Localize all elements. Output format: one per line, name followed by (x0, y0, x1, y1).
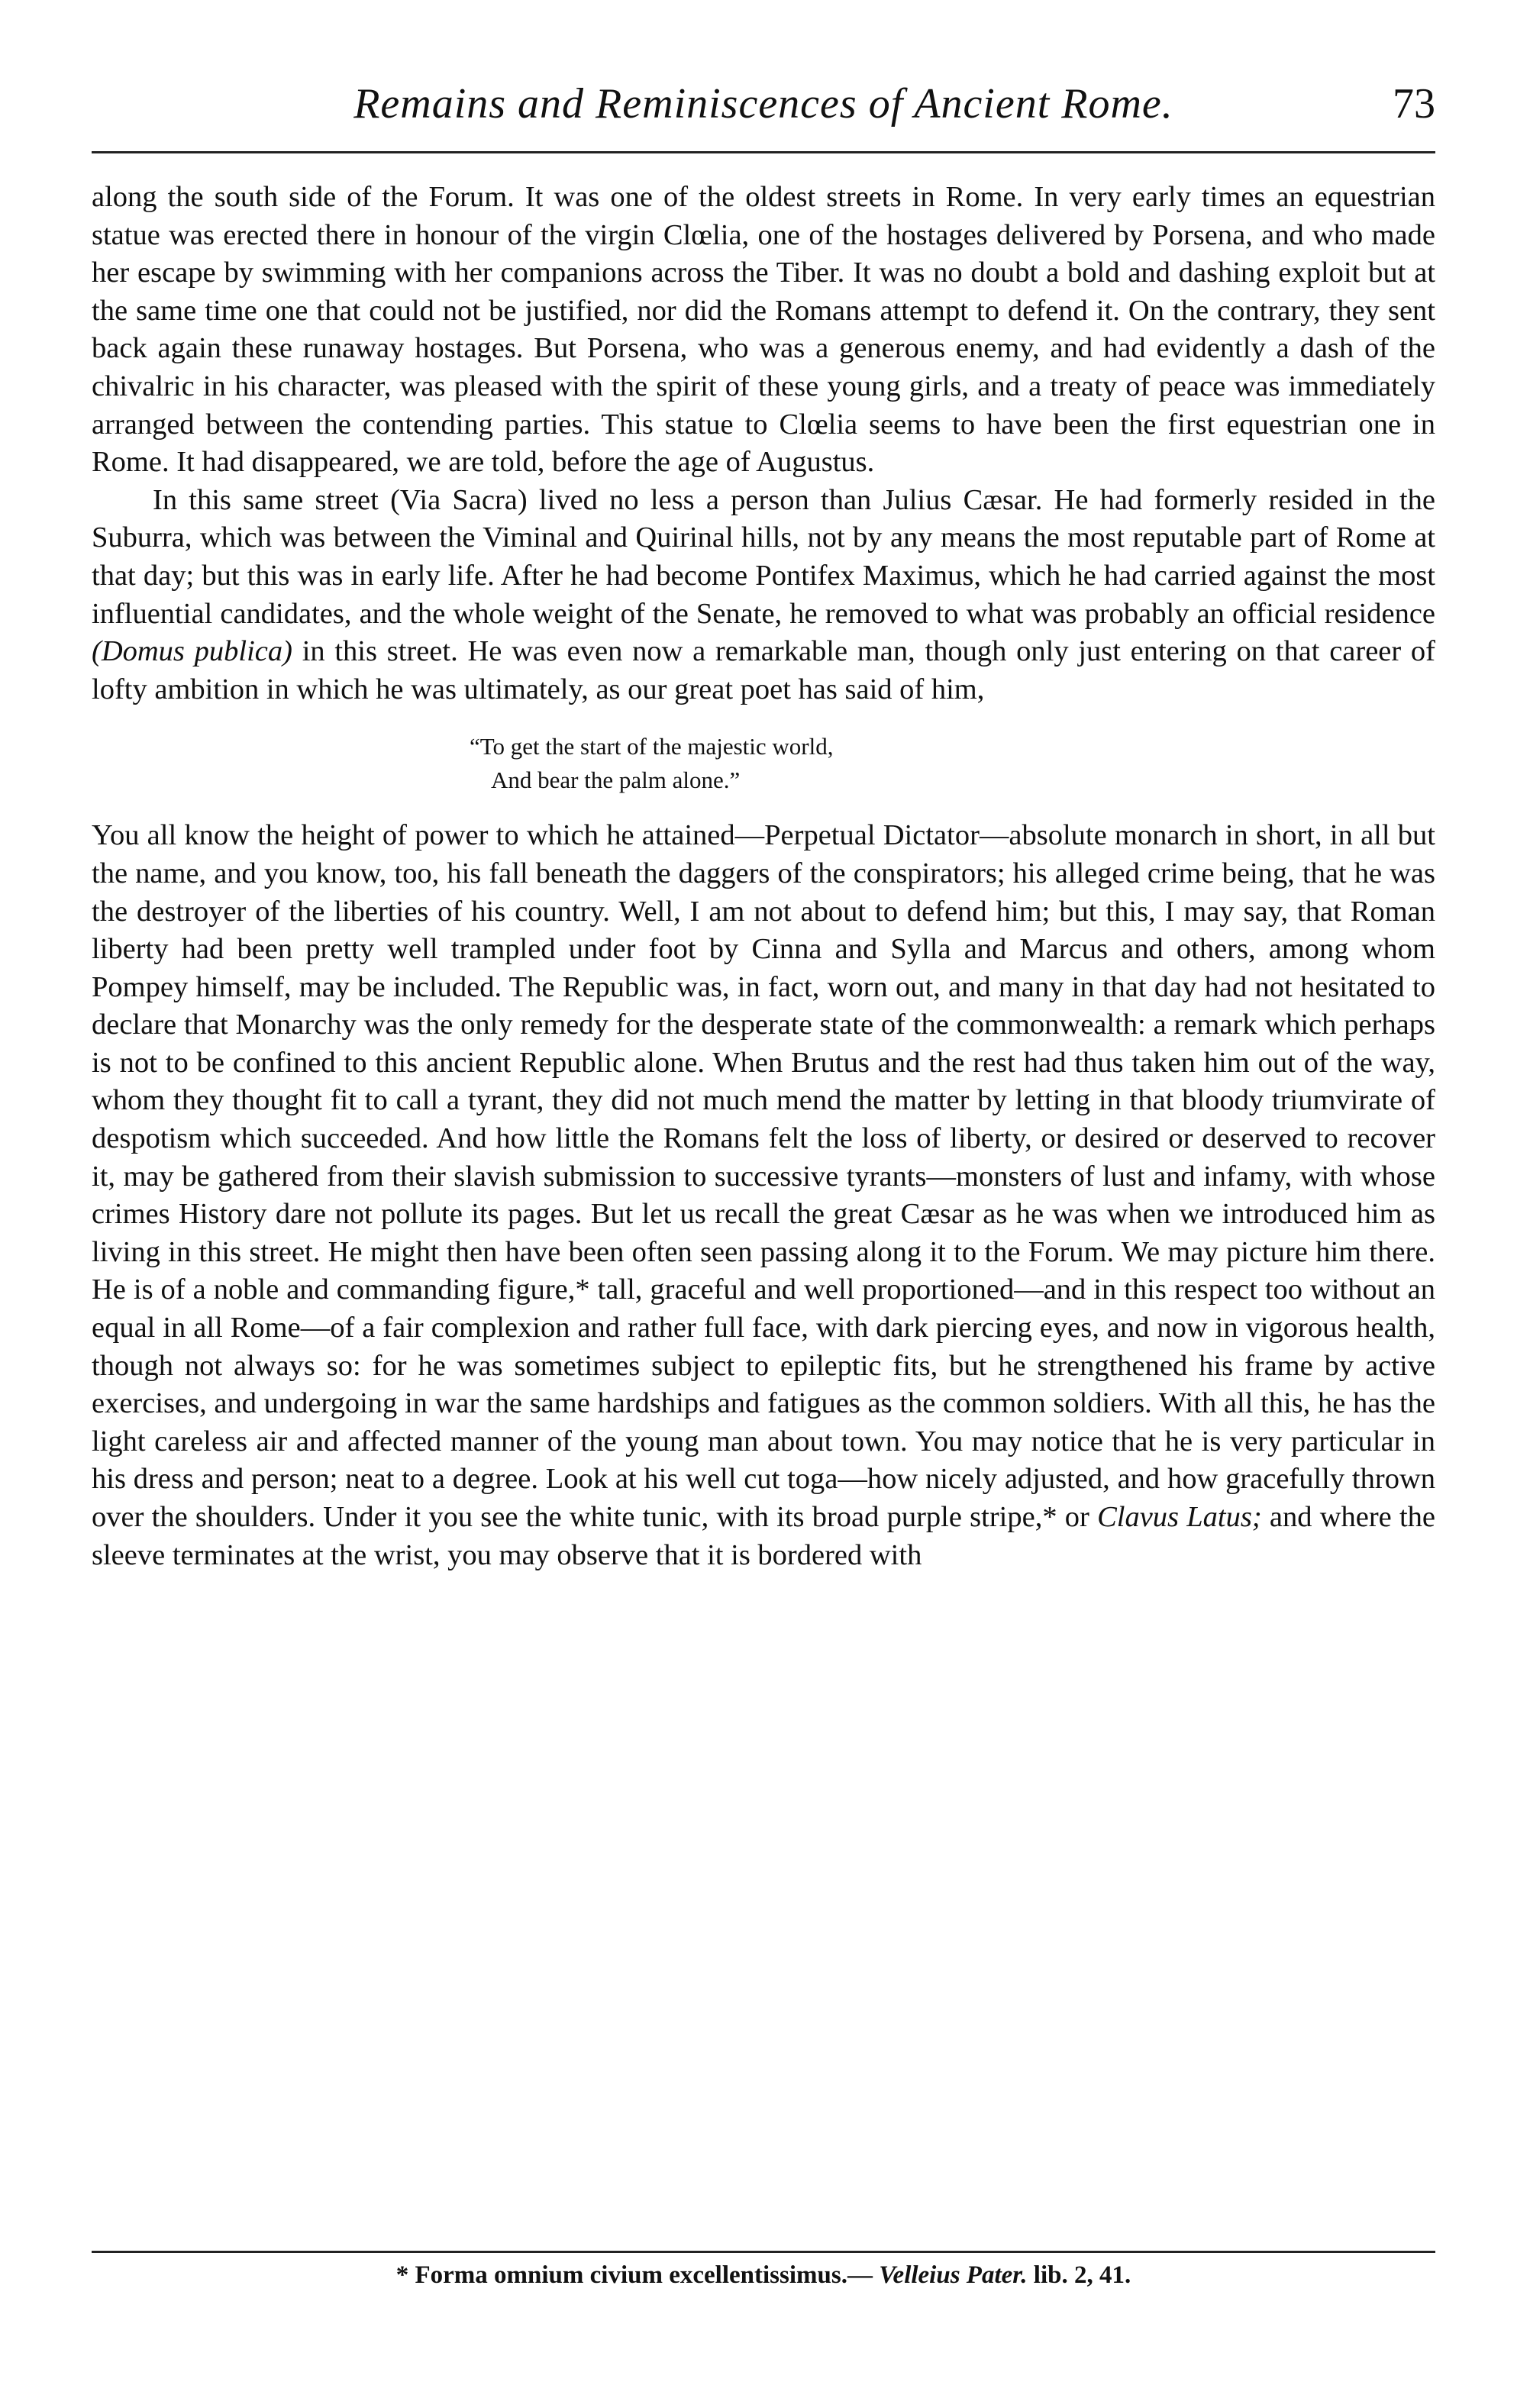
verse-line-1: “To get the start of the majestic world, (470, 733, 834, 760)
footnote-text: * Forma omnium civium excellentissimus.— (395, 2261, 873, 2289)
paragraph-3-text-b: and where the sleeve terminates at the wrist, you may observe that it is bordered with (92, 1501, 1435, 1571)
body-text (92, 179, 1435, 1574)
paragraph-2 (92, 482, 1435, 709)
verse-quote (92, 730, 1435, 797)
latin-term-clavus-latus: Clavus Latus; (1097, 1501, 1262, 1533)
page-header (92, 79, 1435, 148)
header-rule (92, 151, 1435, 153)
footnote (92, 2261, 1435, 2290)
paragraph-3 (92, 817, 1435, 1574)
running-title: Remains and Reminiscences of Ancient Rome. (353, 80, 1173, 128)
paragraph-1: along the south side of the Forum. It was one of the oldest streets in Rome. In very early times an equestrian statue was erected there in honour of the virgin Clœlia, one of the hostages delivered by Porsena, and who made her escape by swimming with her companions across the Tiber. It was no doubt a bold and dashing exploit but at the same time one that could not be justified, nor did the Romans attempt to defend it. On the contrary, they sent back again these runaway hostages. But Porsena, who was a generous enemy, and had evidently a dash of the chivalric in his character, was pleased with the spirit of these young girls, and a treaty of peace was immediately arranged between the contending parties. This statue to Clœlia seems to have been the first equestrian one in Rome. It had disappeared, we are told, before the age of Augustus. (92, 181, 1435, 479)
page-number: 73 (1393, 80, 1435, 128)
footnote-source: Velleius Pater. (879, 2261, 1028, 2289)
paragraph-2-text-a: In this same street (Via Sacra) lived no less a person than Julius Cæsar. He had formerly resided in the Suburra, which was between the Viminal and Quirinal hills, not by any means the most reputable part of Rome at that day; but this was in early life. After he had become Pontifex Maximus, which he had carried against the most influential candidates, and the whole weight of the Senate, he removed to what was probably an official residence (92, 483, 1435, 630)
footnote-rule (92, 2251, 1435, 2253)
paragraph-2-text-b: in this street. He was even now a remarkable man, though only just entering on that career of lofty ambition in which he was ultimately, as our great poet has said of him, (92, 635, 1436, 705)
paragraph-3-text-a: You all know the height of power to which he attained—Perpetual Dictator—absolute monarch in short, in all but the name, and you know, too, his fall beneath the daggers of the conspirators; his alleged crime being, that he was the destroyer of the liberties of his country. Well, I am not about to defend him; but this, I may say, that Roman liberty had been pretty well trampled under foot by Cinna and Sylla and Marcus and others, among whom Pompey himself, may be included. The Republic was, in fact, worn out, and many in that day had not hesitated to declare that Monarchy was the only remedy for the desperate state of the commonwealth: a remark which perhaps is not to be confined to this ancient Republic alone. When Brutus and the rest had thus taken him out of the way, whom they thought fit to call a tyrant, they did not much mend the matter by letting in that bloody triumvirate of despotism which succeeded. And how little the Romans felt the loss of liberty, or desired or deserved to recover it, may be gathered from their slavish submission to successive tyrants—monsters of lust and infamy, with whose crimes History dare not pollute its pages. But let us recall the great Cæsar as he was when we introduced him as living in this street. He might then have been often seen passing along it to the Forum. We may picture him there. He is of a noble and commanding figure,* tall, graceful and well proportioned—and in this respect too without an equal in all Rome—of a fair complexion and rather full face, with dark piercing eyes, and now in vigorous health, though not always so: for he was sometimes subject to epileptic fits, but he strengthened his frame by active exercises, and undergoing in war the same hardships and fatigues as the common soldiers. With all this, he has the light careless air and affected manner of the young man about town. You may notice that he is very particular in his dress and person; neat to a degree. Look at his well cut toga—how nicely adjusted, and how gracefully thrown over the shoulders. Under it you see the white tunic, with its broad purple stripe,* or (92, 819, 1435, 1533)
latin-term-domus-publica: (Domus publica) (92, 635, 292, 668)
footnote-ref: lib. 2, 41. (1033, 2261, 1131, 2289)
verse-line-2: And bear the palm alone.” (491, 767, 741, 794)
